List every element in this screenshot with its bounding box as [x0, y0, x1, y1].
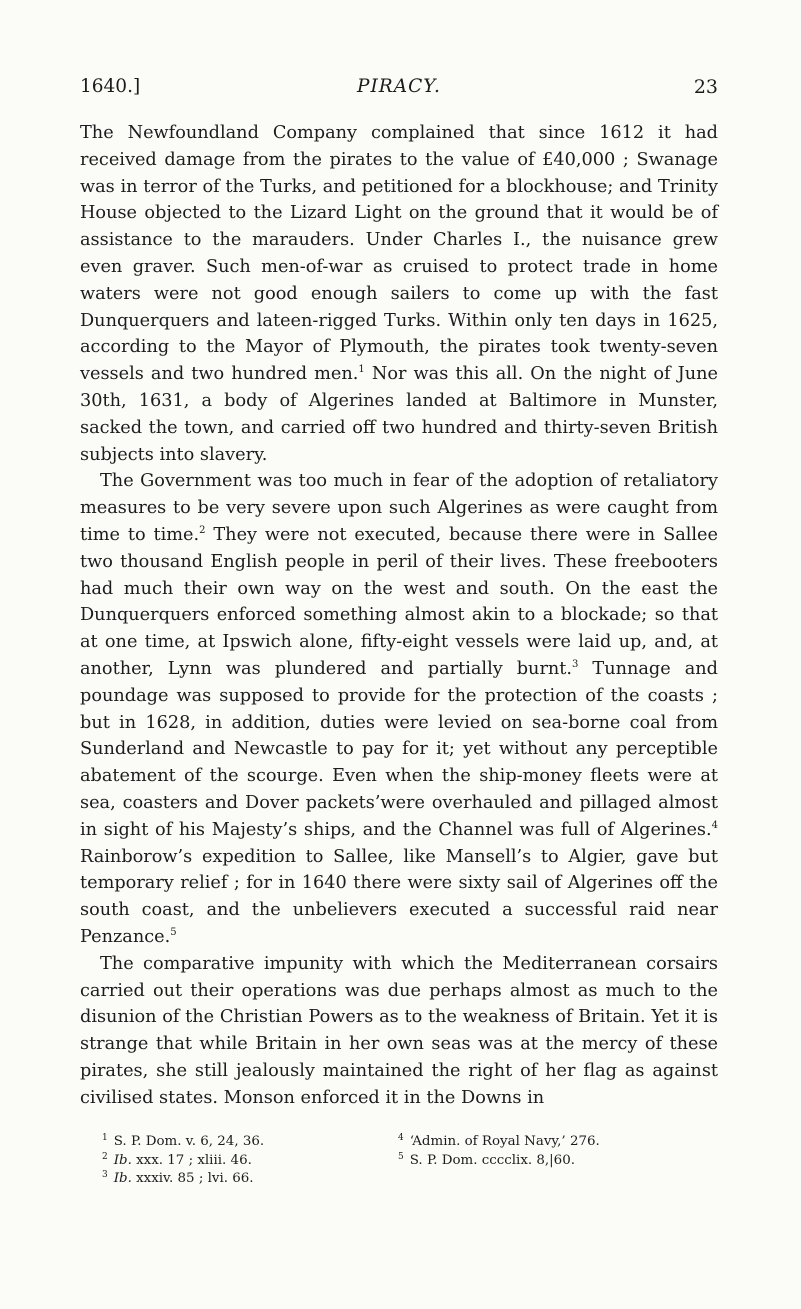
header-title: PIRACY. [357, 76, 441, 97]
footnote-marker: 4 [711, 819, 718, 831]
paragraph-text: Rainborow’s expedition to Sallee, like Mansell’s to Algier, gave but temporary relief ; for in 1640 there were sixty sail of Algerines off the south coast, and the unbelievers executed a successful raid near Penzance. [80, 846, 718, 947]
paragraph-text: Tunnage and poundage was supposed to provide for the protection of the coasts ; but in 1628, in addition, duties were levied on sea-borne coal from Sunderland and Newcastle to pay for it; yet without any perceptible abatement of the scourge. Even when the ship-money fleets were at sea, coasters and Dover packets’were overhauled and pillaged almost in sight of his Majesty’s ships, and the Channel was full of Algerines. [80, 658, 718, 840]
body-text [80, 120, 718, 1111]
paragraph-text: The Government was too much in fear of the adoption of retaliatory measures to be very severe upon such Algerines as were caught from time to time. [80, 471, 718, 545]
footnote-text: xxx. 17 ; xliii. 46. [131, 1152, 252, 1168]
footnote-marker: 1 [358, 364, 365, 376]
footnote [102, 1133, 264, 1152]
paragraph-text: They were not executed, because there were in Sallee two thousand English people in peril of their lives. These freebooters had much their own way on the west and south. On the east the Dunquerquers enforced something almost akin to a blockade; so that at one time, at Ipswich alone, fifty-eight vessels were laid up, and, at another, Lynn was plundered and partially burnt. [80, 524, 718, 679]
footnote-marker: 2 [199, 524, 206, 536]
page-number: 23 [693, 76, 718, 98]
footnote-marker: 5 [170, 926, 177, 938]
footnote-text: xxxiv. 85 ; lvi. 66. [131, 1171, 254, 1187]
footnote [398, 1152, 698, 1171]
footnote-ibid: Ib. [113, 1171, 132, 1187]
paragraph [80, 120, 718, 468]
book-page [80, 72, 718, 1189]
footnote [102, 1152, 264, 1171]
footnote-marker: 3 [572, 658, 579, 670]
footnote [102, 1170, 264, 1189]
footnotes [80, 1133, 718, 1189]
running-head [80, 72, 718, 102]
footnote-text: ‘Admin. of Royal Navy,’ 276. [409, 1134, 600, 1150]
paragraph-text: Nor was this all. On the night of June 30th, 1631, a body of Algerines landed at Baltimore in Munster, sacked the town, and carried off two hundred and thirty-seven British subjects into slavery. [80, 364, 718, 465]
footnotes-right-column [398, 1133, 698, 1189]
footnote-number: 5 [398, 1151, 404, 1162]
header-date: 1640.] [80, 76, 141, 97]
footnote-number: 2 [102, 1151, 108, 1162]
paragraph-text: The comparative impunity with which the Mediterranean corsairs carried out their operations was due perhaps almost as much to the disunion of the Christian Powers as to the weakness of Britain. Yet it is strange that while Britain in her own seas was at the mercy of these pirates, she still jealously maintained the right of her flag as against civilised states. Monson enforced it in the Downs in [80, 953, 718, 1108]
footnote [398, 1133, 698, 1152]
footnote-number: 1 [102, 1133, 108, 1144]
footnote-text: S. P. Dom. v. 6, 24, 36. [113, 1134, 265, 1150]
footnote-number: 4 [398, 1133, 404, 1144]
footnote-number: 3 [102, 1170, 108, 1181]
paragraph-text: The Newfoundland Company complained that since 1612 it had received damage from the pirates to the value of £40,000 ; Swanage was in terror of the Turks, and petitioned for a blockhouse; and Trinity House objected to the Lizard Light on the ground that it would be of assistance to the marauders. Under Charles I., the nuisance grew even graver. Such men-of-war as cruised to protect trade in home waters were not good enough sailers to come up with the fast Dunquerquers and lateen-rigged Turks. Within only ten days in 1625, according to the Mayor of Plymouth, the pirates took twenty-seven vessels and two hundred men. [80, 123, 718, 385]
paragraph [80, 951, 718, 1112]
paragraph [80, 468, 718, 950]
footnote-ibid: Ib. [113, 1152, 132, 1168]
footnote-text: S. P. Dom. cccclix. 8,|60. [409, 1152, 575, 1168]
footnotes-left-column [102, 1133, 264, 1189]
